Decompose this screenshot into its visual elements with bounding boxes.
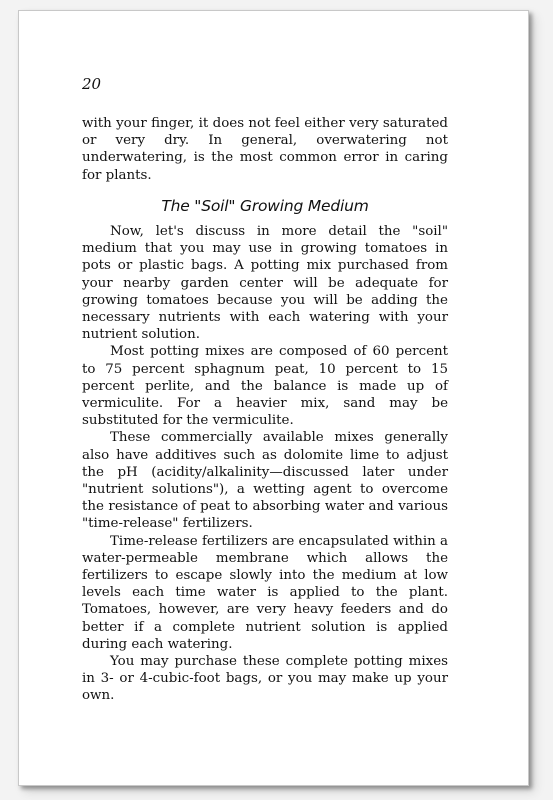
paragraph-5: You may purchase these complete potting mixes in 3- or 4-cubic-foot bags, or you may make up your own.: [82, 654, 448, 704]
continuation-text: with your finger, it does not feel either very saturated or very dry. In general, overwatering not underwatering, is the most common error in caring for plants.: [82, 116, 448, 183]
paragraph-2: Most potting mixes are composed of 60 percent to 75 percent sphagnum peat, 10 percent to 15 percent perlite, and the balance is made up of vermiculite. For a heavier mix, sand may be substituted for the vermiculite.: [82, 344, 448, 429]
book-page: [18, 10, 529, 786]
section-body: [82, 223, 448, 705]
continuation-paragraph: [82, 115, 448, 184]
page-number: 20: [82, 75, 102, 93]
paragraph-3: These commercially available mixes generally also have additives such as dolomite lime to adjust the pH (acidity/alkalinity—discussed later under "nutrient solutions"), a wetting agent to overcome the resistance of peat to absorbing water and various "time-release" fertilizers.: [82, 430, 448, 532]
paragraph-4: Time-release fertilizers are encapsulated within a water-permeable membrane which allows the fertilizers to escape slowly into the medium at low levels each time water is applied to the plant. Tomatoes, however, are very heavy feeders and do better if a complete nutrient solution is applied during each watering.: [82, 533, 448, 652]
paragraph-1: Now, let's discuss in more detail the "soil" medium that you may use in growing tomatoes in pots or plastic bags. A potting mix purchased from your nearby garden center will be adequate for growing tomatoes because you will be adding the necessary nutrients with each watering with your nutrient solution.: [82, 224, 448, 343]
section-heading: The "Soil" Growing Medium: [161, 197, 369, 215]
